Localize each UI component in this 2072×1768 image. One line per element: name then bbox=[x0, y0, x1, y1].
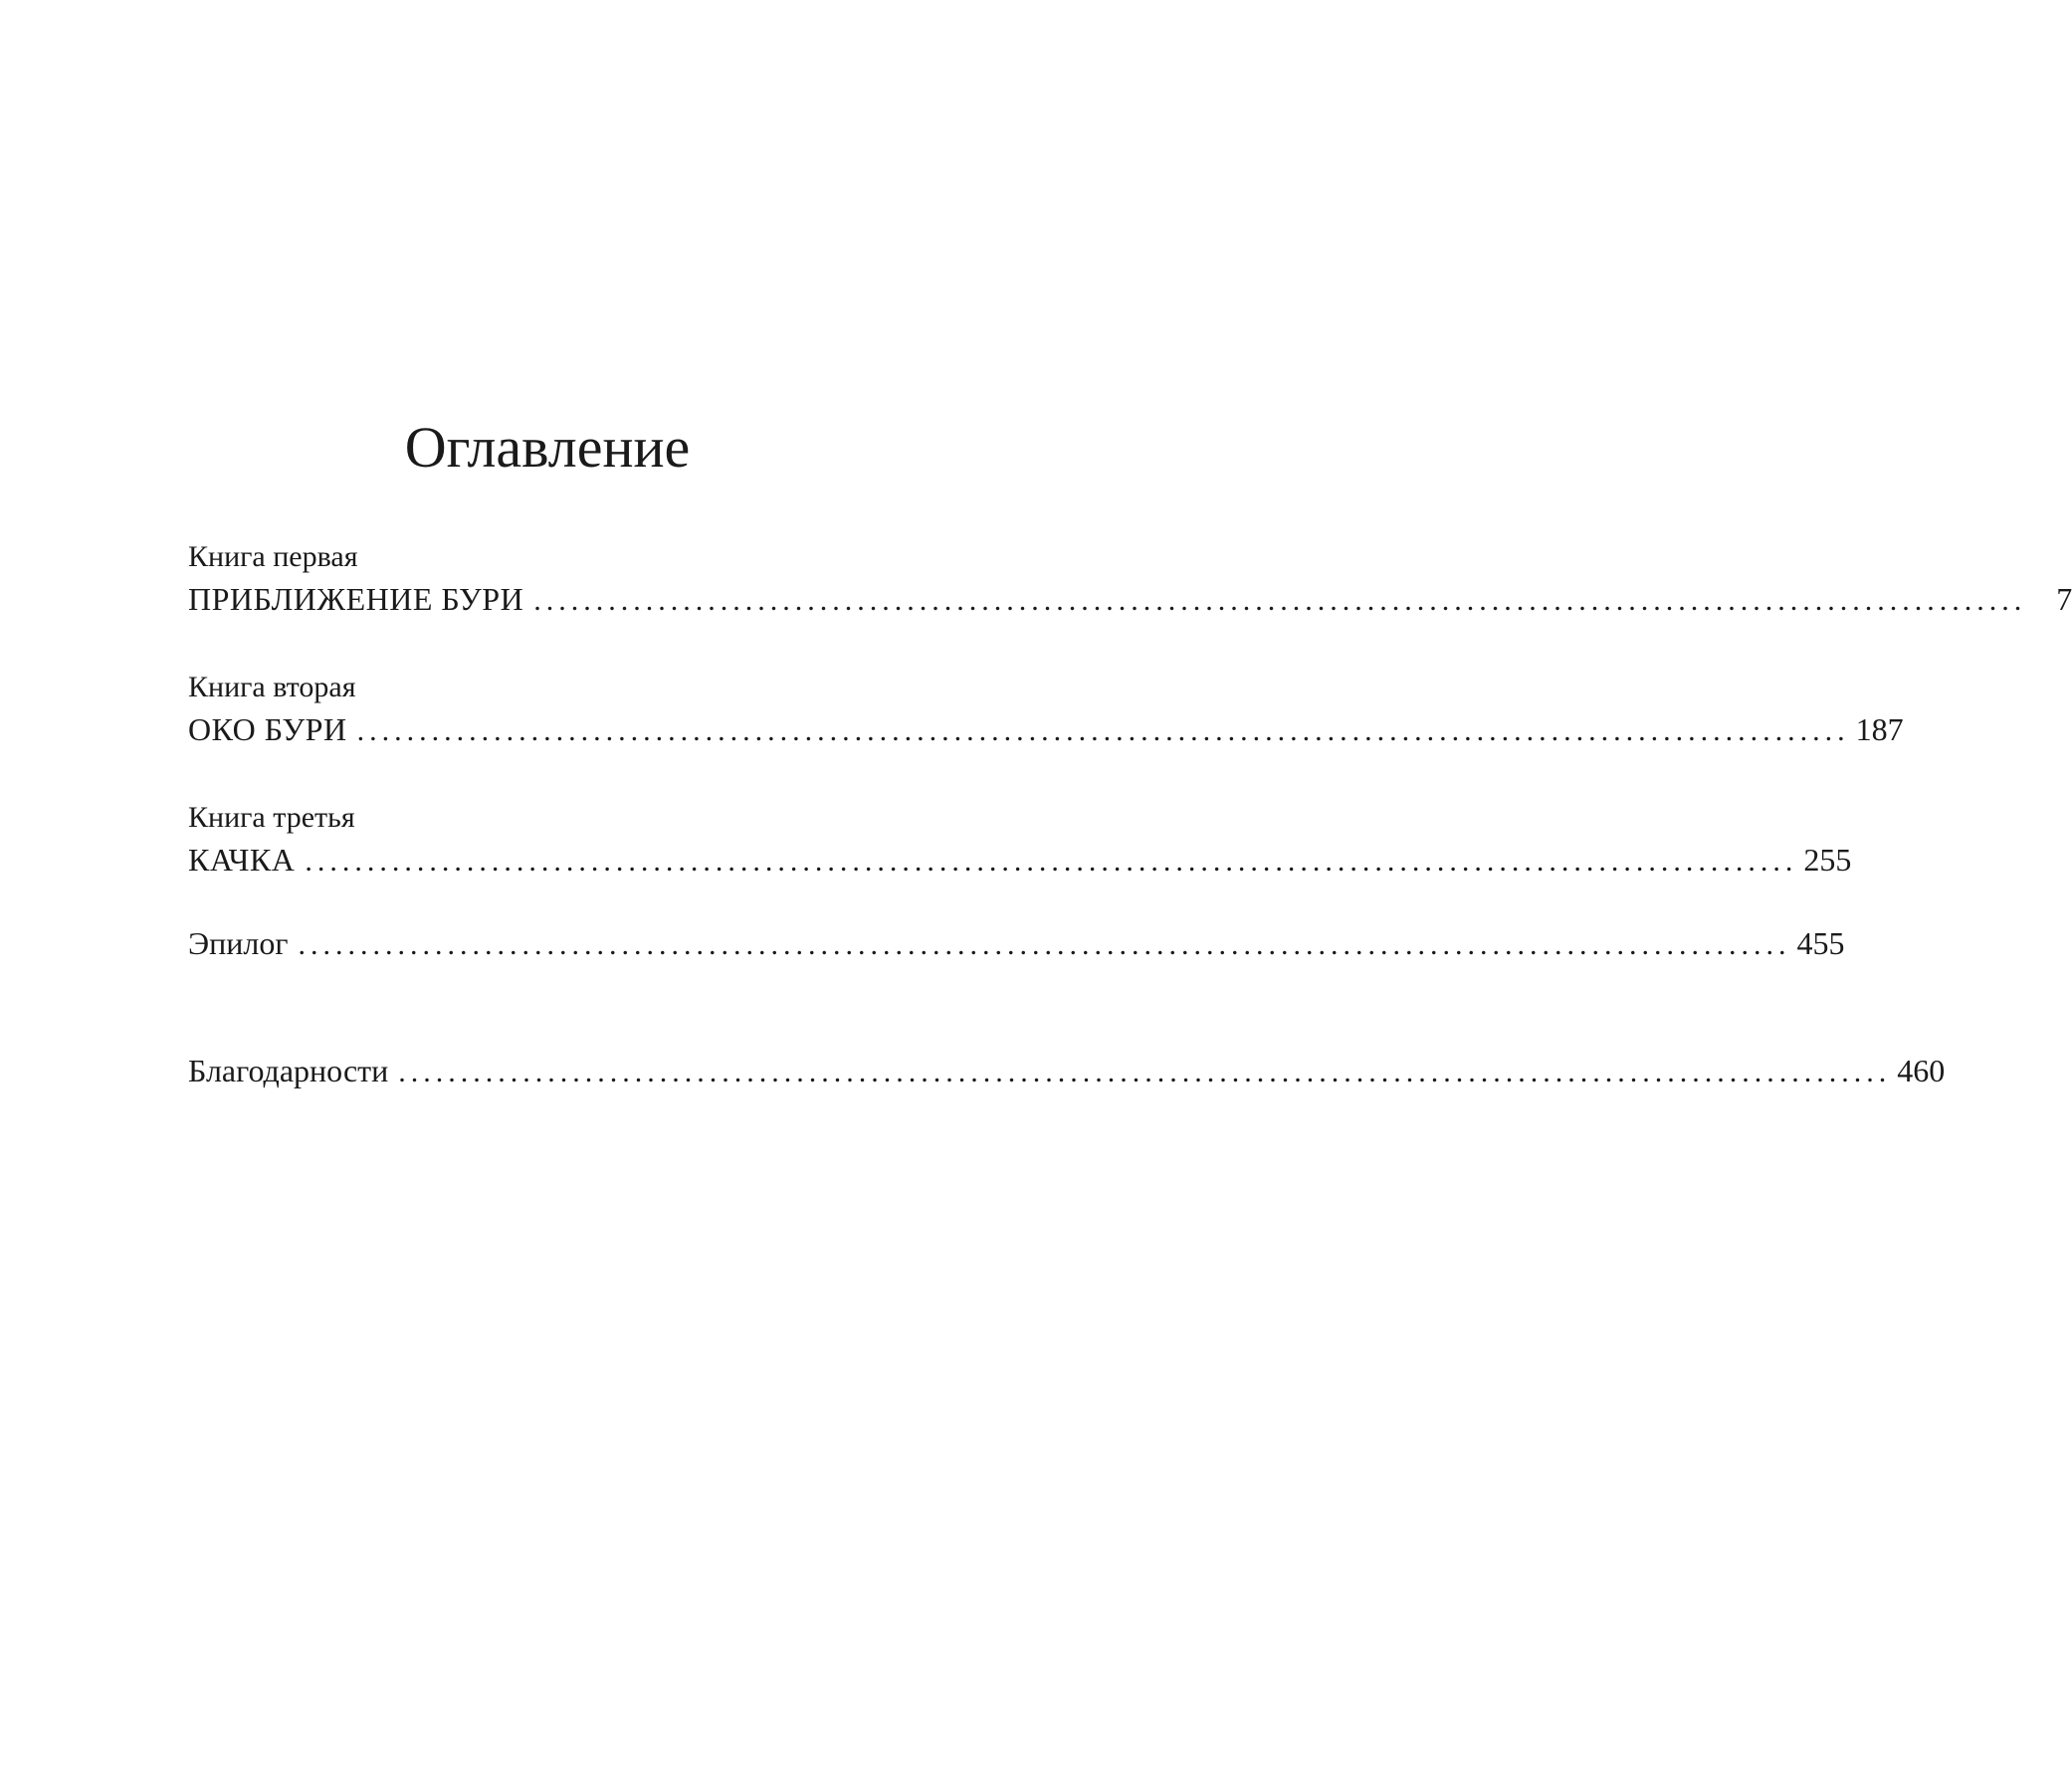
toc-entry-2[interactable] bbox=[188, 707, 1904, 751]
dot-leader: ........................................................................................................................ bbox=[398, 1056, 1892, 1088]
toc-entry-title: Эпилог bbox=[188, 925, 289, 961]
toc-entry-title: Благодарности bbox=[188, 1053, 389, 1088]
toc-entry-1[interactable] bbox=[188, 577, 2072, 621]
dot-leader: ........................................................................................................................ bbox=[356, 714, 1850, 747]
toc-entry-3[interactable] bbox=[188, 838, 1852, 882]
table-of-contents bbox=[188, 537, 2072, 1092]
toc-entry-title: ПРИБЛИЖЕНИЕ БУРИ bbox=[188, 581, 524, 617]
toc-entry-acknowledgements[interactable] bbox=[188, 1049, 1946, 1092]
toc-entry-title: КАЧКА bbox=[188, 842, 296, 878]
toc-entry-epilogue[interactable] bbox=[188, 921, 1845, 965]
dot-leader: ........................................................................................................................ bbox=[305, 845, 1798, 878]
dot-leader: ........................................................................................................................ bbox=[298, 928, 1791, 961]
toc-page-number: 187 bbox=[1855, 711, 1904, 747]
toc-entry-title: ОКО БУРИ bbox=[188, 711, 347, 747]
book-label-1: Книга первая bbox=[188, 540, 358, 573]
book-label-2: Книга вторая bbox=[188, 671, 356, 703]
toc-page-number: 460 bbox=[1897, 1053, 1946, 1088]
page-title: Оглавление bbox=[404, 415, 691, 480]
dot-leader: ........................................................................................................................ bbox=[533, 584, 2027, 617]
toc-page-number: 255 bbox=[1803, 842, 1852, 878]
toc-page-number: 7 bbox=[2056, 581, 2072, 617]
toc-page-number: 455 bbox=[1796, 925, 1845, 961]
book-label-3: Книга третья bbox=[188, 801, 355, 834]
